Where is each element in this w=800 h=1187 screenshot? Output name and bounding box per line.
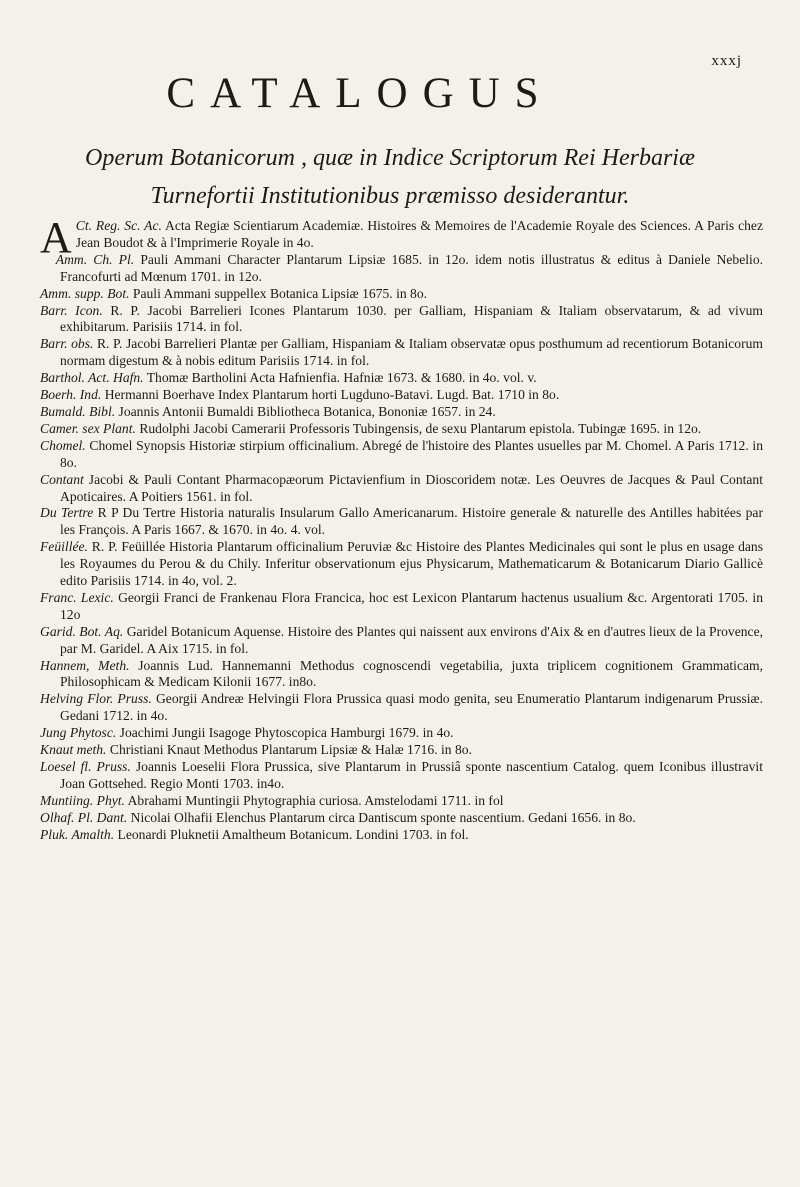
catalog-entry xyxy=(40,691,763,725)
entry-text: Joannis Lud. Hannemanni Methodus cognoscendi vegetabilia, juxta triplicem cognitionem Grammaticam, Philosophicam & Medicam Kilonii 1677. in8o. xyxy=(60,657,763,690)
entry-text: Joachimi Jungii Isagoge Phytoscopica Hamburgi 1679. in 4o. xyxy=(119,725,454,741)
catalog-entry xyxy=(40,370,763,387)
entry-text: Jacobi & Pauli Contant Pharmacopæorum Pictavienfium in Dioscoridem notæ. Les Oeuvres de Jacques & Paul Contant Apoticaires. A Poitiers 1561. in fol. xyxy=(60,471,763,504)
catalog-entry xyxy=(40,252,763,286)
entry-abbreviation: Amm. Ch. Pl. xyxy=(55,251,135,267)
catalog-entry xyxy=(40,421,763,438)
entry-abbreviation: Hannem, Meth. xyxy=(40,657,130,673)
entry-text: Leonardi Pluknetii Amaltheum Botanicum. Londini 1703. in fol. xyxy=(117,826,469,842)
entry-text: Rudolphi Jacobi Camerarii Professoris Tubingensis, de sexu Plantarum epistola. Tubingæ 1695. in 12o. xyxy=(139,420,702,436)
entry-abbreviation: Barr. obs. xyxy=(40,336,94,352)
entry-abbreviation: Barr. Icon. xyxy=(40,302,103,318)
catalog-entry xyxy=(40,759,763,793)
entry-abbreviation: Camer. sex Plant. xyxy=(40,420,136,436)
entry-text: R. P. Feüillée Historia Plantarum officinalium Peruviæ &c Histoire des Plantes Medicinales qui sont le plus en usage dans les Royaumes du Perou & du Chily. Inferitur observationum ejus Physicarum, Mathematicarum & Botanicarum Diario Gallicè edito Parisiis 1714. in 4o, vol. 2. xyxy=(60,539,764,589)
entry-text: Christiani Knaut Methodus Plantarum Lipsiæ & Halæ 1716. in 8o. xyxy=(109,742,472,758)
entry-abbreviation: Olhaf. Pl. Dant. xyxy=(40,809,128,825)
page-folio: xxxj xyxy=(711,53,742,69)
catalog-entry xyxy=(40,624,763,658)
catalog-entry xyxy=(40,438,763,472)
catalog-entry xyxy=(40,827,763,844)
entry-text: Nicolai Olhafii Elenchus Plantarum circa Dantiscum sponte nascentium. Gedani 1656. in 8o. xyxy=(130,809,636,825)
catalog-entry xyxy=(40,303,763,337)
entry-text: Joannis Loeselii Flora Prussica, sive Plantarum in Prussiâ sponte nascentium Catalog. quem Iconibus illustravit Joan Gottsehed. Regio Monti 1703. in4o. xyxy=(60,759,763,791)
catalog-entry xyxy=(40,539,763,590)
entry-abbreviation: Helving Flor. Pruss. xyxy=(40,691,152,707)
page-title: CATALOGUS xyxy=(166,70,554,117)
entry-text: Pauli Ammani Character Plantarum Lipsiæ 1685. in 12o. idem notis illustratus & editus à Daniele Nebelio. Francofurti ad Mœnum 1701. in 12o. xyxy=(60,251,764,284)
entry-abbreviation: Amm. supp. Bot. xyxy=(40,285,130,301)
catalog-entry xyxy=(40,404,763,421)
entry-text: Abrahami Muntingii Phytographia curiosa. Amstelodami 1711. in fol xyxy=(127,792,504,808)
entry-abbreviation: Contant xyxy=(40,471,84,487)
subtitle-line-2: Turnefortii Institutionibus præmisso desiderantur. xyxy=(150,183,630,209)
entry-abbreviation: Muntiing. Phyt. xyxy=(40,792,125,808)
drop-cap: A xyxy=(40,213,72,262)
entry-text: Chomel Synopsis Historiæ stirpium officinalium. Abregé de l'histoire des Plantes usuelles par M. Chomel. A Paris 1712. in 8o. xyxy=(60,437,763,470)
entry-text: R. P. Jacobi Barrelieri Icones Plantarum 1030. per Galliam, Hispaniam & Italiam observatarum, & ad vivum exhibitarum. Parisiis 1714. in fol. xyxy=(60,302,763,335)
entry-abbreviation: Du Tertre xyxy=(40,505,94,521)
catalog-entry xyxy=(40,793,763,810)
catalog-entry xyxy=(40,810,763,827)
catalog-entry xyxy=(40,590,763,624)
entry-text: R P Du Tertre Historia naturalis Insularum Gallo Americanarum. Histoire generale & naturelle des Antilles habitées par les François. A Paris 1667. & 1670. in 4o. 4. vol. xyxy=(60,505,763,538)
entry-text: Joannis Antonii Bumaldi Bibliotheca Botanica, Bononiæ 1657. in 24. xyxy=(118,403,496,419)
entry-text: Acta Regiæ Scientiarum Academiæ. Histoires & Memoires de l'Academie Royale des Sciences. A Paris chez Jean Boudot & à l'Imprimerie Royale in 4o. xyxy=(75,218,763,250)
entry-text: Georgii Franci de Frankenau Flora Francica, hoc est Lexicon Plantarum hactenus usualium &c. Argentorati 1705. in 12o xyxy=(60,589,764,622)
entry-abbreviation: Jung Phytosc. xyxy=(40,725,117,741)
entry-text: Hermanni Boerhave Index Plantarum horti Lugduno-Batavi. Lugd. Bat. 1710 in 8o. xyxy=(104,387,560,403)
entry-abbreviation: Knaut meth. xyxy=(40,742,107,758)
page-subtitle xyxy=(40,139,740,215)
entry-abbreviation: Franc. Lexic. xyxy=(40,589,114,605)
entry-abbreviation: Garid. Bot. Aq. xyxy=(40,623,124,639)
entry-text: Georgii Andreæ Helvingii Flora Prussica quasi modo genita, seu Enumeratio Plantarum indigenarum Prussiæ. Gedani 1712. in 4o. xyxy=(60,691,763,724)
entry-abbreviation: Bumald. Bibl. xyxy=(40,403,116,419)
catalog-entry xyxy=(40,286,763,303)
entry-abbreviation: Loesel fl. Pruss. xyxy=(40,759,131,774)
entry-abbreviation: Feüillée. xyxy=(40,539,88,555)
catalog-entry xyxy=(40,742,763,759)
entry-text: Pauli Ammani suppellex Botanica Lipsiæ 1675. in 8o. xyxy=(132,285,428,301)
catalog-entry xyxy=(40,505,763,539)
entry-text: Thomæ Bartholini Acta Hafnienfia. Hafniæ 1673. & 1680. in 4o. vol. v. xyxy=(146,370,537,386)
entry-abbreviation: Barthol. Act. Hafn. xyxy=(40,370,144,386)
catalog-entry xyxy=(40,336,763,370)
catalog-entry xyxy=(40,658,763,692)
catalog-entry xyxy=(40,472,763,506)
entry-text: Garidel Botanicum Aquense. Histoire des Plantes qui naissent aux environs d'Aix & en d'autres lieux de la Provence, par M. Garidel. A Aix 1715. in fol. xyxy=(60,623,764,656)
catalog-entry xyxy=(40,725,763,742)
entry-abbreviation: Ct. Reg. Sc. Ac. xyxy=(75,218,162,233)
subtitle-line-1: Operum Botanicorum , quæ in Indice Scriptorum Rei Herbariæ xyxy=(85,145,695,171)
entry-abbreviation: Pluk. Amalth. xyxy=(40,826,115,842)
catalog-entries xyxy=(40,213,764,844)
entry-abbreviation: Chomel. xyxy=(40,437,86,453)
entry-text: R. P. Jacobi Barrelieri Plantæ per Galliam, Hispaniam & Italiam observatæ opus posthumum ad recentiorum Botanicorum normam digestum & à nobis editum Parisiis 1714. in fol. xyxy=(60,336,763,369)
catalog-entry xyxy=(40,387,763,404)
entry-abbreviation: Boerh. Ind. xyxy=(40,387,102,403)
